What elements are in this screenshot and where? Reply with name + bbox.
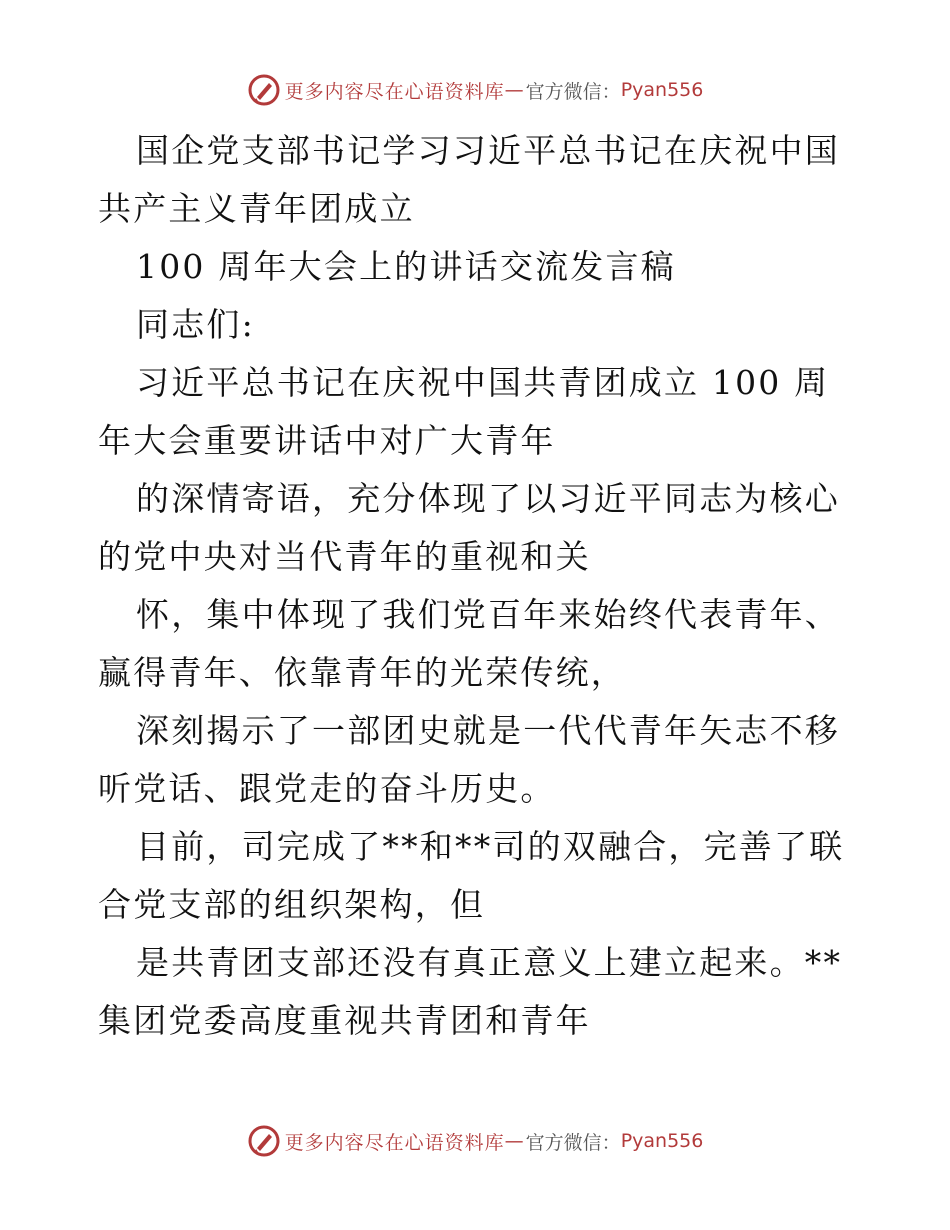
body-paragraph: 习近平总书记在庆祝中国共青团成立 100 周年大会重要讲话中对广大青年 xyxy=(98,363,830,460)
body-paragraph: 的深情寄语，充分体现了以习近平同志为核心的党中央对当代青年的重视和关 xyxy=(98,479,840,576)
header-wechat-label: 官方微信： xyxy=(525,80,621,103)
body-paragraph: 深刻揭示了一部团史就是一代代青年矢志不移听党话、跟党走的奋斗历史。 xyxy=(98,711,840,808)
header-separator: — xyxy=(504,79,524,101)
footer-brand-text: 更多内容尽在心语资料库 xyxy=(284,1131,505,1154)
footer-wechat-label: 官方微信： xyxy=(525,1131,621,1154)
salutation: 同志们: xyxy=(136,305,255,344)
pen-logo-icon xyxy=(247,1124,281,1158)
body-paragraph: 怀，集中体现了我们党百年来始终代表青年、赢得青年、依靠青年的光荣传统， xyxy=(98,595,840,692)
doc-title-line-1: 国企党支部书记学习习近平总书记在庆祝中国共产主义青年团成立 xyxy=(98,131,840,228)
header-wechat-id: Pyan556 xyxy=(620,79,704,101)
footer-separator: — xyxy=(504,1130,524,1152)
header-brand-text: 更多内容尽在心语资料库 xyxy=(284,80,505,103)
body-paragraph: 目前，司完成了**和**司的双融合，完善了联合党支部的组织架构，但 xyxy=(98,827,845,924)
document-body xyxy=(98,122,858,1050)
doc-title-line-2: 100 周年大会上的讲话交流发言稿 xyxy=(136,247,676,286)
pen-logo-icon xyxy=(247,73,281,107)
header-watermark-banner xyxy=(0,70,950,110)
footer-wechat-id: Pyan556 xyxy=(620,1130,704,1152)
footer-watermark-banner xyxy=(0,1121,950,1161)
body-paragraph: 是共青团支部还没有真正意义上建立起来。**集团党委高度重视共青团和青年 xyxy=(98,943,843,1040)
